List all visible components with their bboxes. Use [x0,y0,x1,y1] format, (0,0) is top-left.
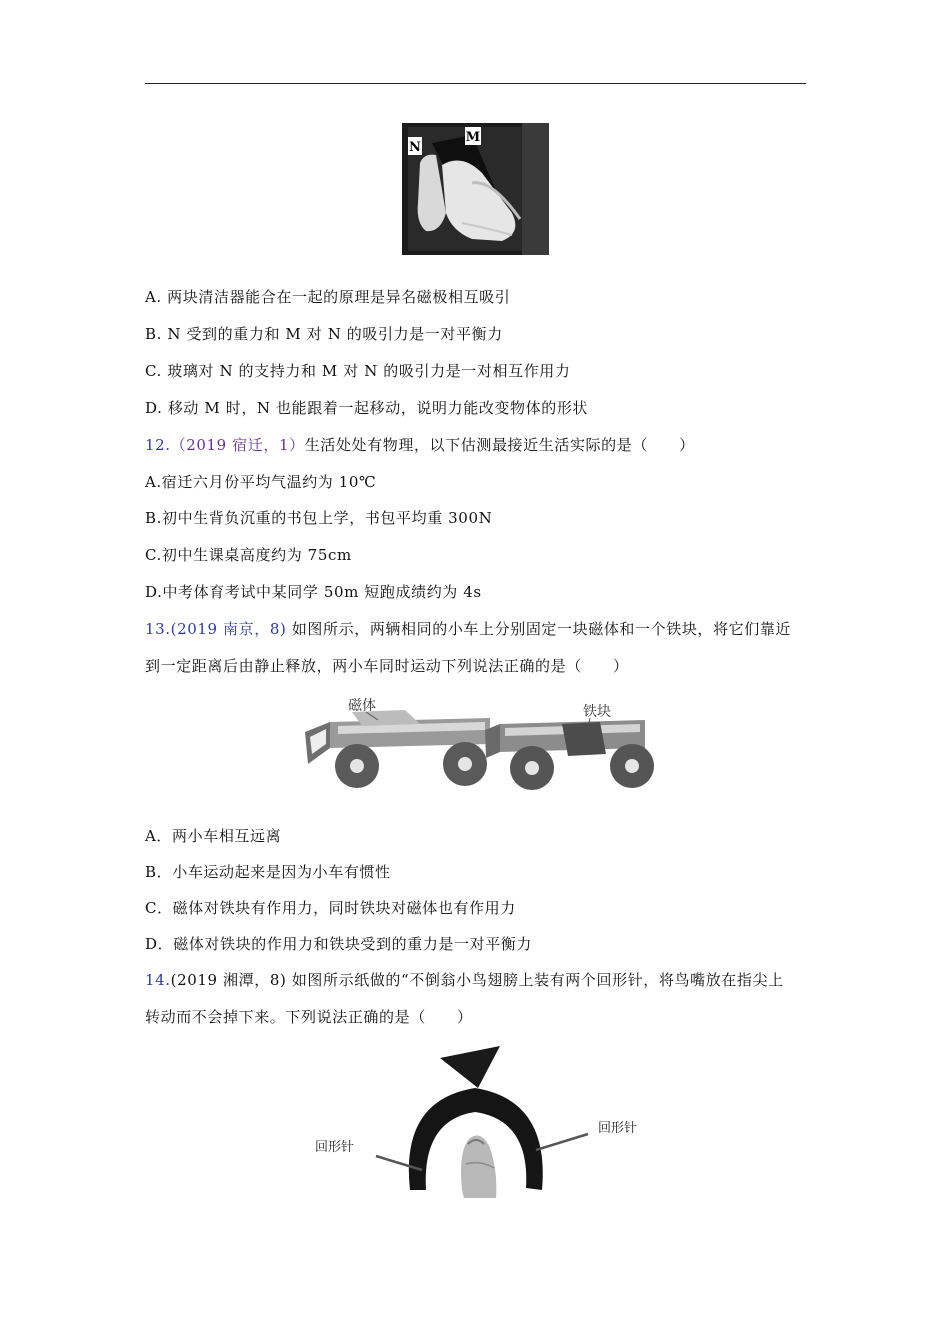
q13-option-d: D．磁体对铁块的作用力和铁块受到的重力是一对平衡力 [145,935,533,953]
q14-stem-line2: 转动而不会掉下来。下列说法正确的是（ ） [145,1008,473,1026]
label-m: M [465,130,481,145]
q12-option-a: A.宿迁六月份平均气温约为 10℃ [145,473,377,491]
two-carts-figure [300,692,662,804]
q14-source: (2019 湘潭，8) [170,971,287,989]
q11-option-a: A. 两块清洁器能合在一起的原理是异名磁极相互吸引 [145,288,511,306]
q13-stem-text1: 如图所示，两辆相同的小车上分别固定一块磁体和一个铁块，将它们靠近 [286,620,792,638]
right-cart [485,720,654,790]
q12-option-c: C.初中生课桌高度约为 75cm [145,546,352,564]
iron-label: 铁块 [583,704,611,720]
header-rule [145,83,806,84]
q13-source: (2019 南京，8) [170,620,287,638]
paper-clip-label-left: 回形针 [315,1140,355,1155]
q12-number: 12. [145,436,171,454]
q13-number: 13. [145,620,171,638]
q14-stem-text1: 如图所示纸做的“不倒翁小鸟翅膀上装有两个回形针，将鸟嘴放在指尖上 [286,971,784,989]
iron-block [562,722,606,756]
paper-clip-right [536,1134,588,1150]
paper-clip-label-right: 回形针 [598,1121,638,1136]
q12-source: （2019 宿迁，1） [170,436,305,454]
q13-option-c: C．磁体对铁块有作用力，同时铁块对磁体也有作用力 [145,899,516,917]
q12-option-b: B.初中生背负沉重的书包上学，书包平均重 300N [145,509,493,527]
q14-stem-line1 [145,970,784,990]
q11-option-c: C. 玻璃对 N 的支持力和 M 对 N 的吸引力是一对相互作用力 [145,362,571,380]
q14-number: 14. [145,971,171,989]
q11-option-b: B. N 受到的重力和 M 对 N 的吸引力是一对平衡力 [145,325,503,343]
left-cart [305,710,490,788]
magnet-label: 磁体 [348,698,376,714]
q12-option-d: D.中考体育考试中某同学 50m 短跑成绩约为 4s [145,583,482,601]
label-n: N [409,140,421,155]
window-cleaner-figure [402,123,549,255]
q13-stem-line1 [145,619,791,639]
q13-option-b: B．小车运动起来是因为小车有惯性 [145,863,391,881]
q11-option-d: D. 移动 M 时，N 也能跟着一起移动，说明力能改变物体的形状 [145,399,589,417]
q12-stem-text: 生活处处有物理，以下估测最接近生活实际的是（ ） [304,436,695,454]
q13-option-a: A．两小车相互远离 [145,827,282,845]
q12-stem [145,435,695,455]
balancing-bird-figure [370,1040,600,1200]
q13-stem-line2: 到一定距离后由静止释放，两小车同时运动下列说法正确的是（ ） [145,657,629,675]
